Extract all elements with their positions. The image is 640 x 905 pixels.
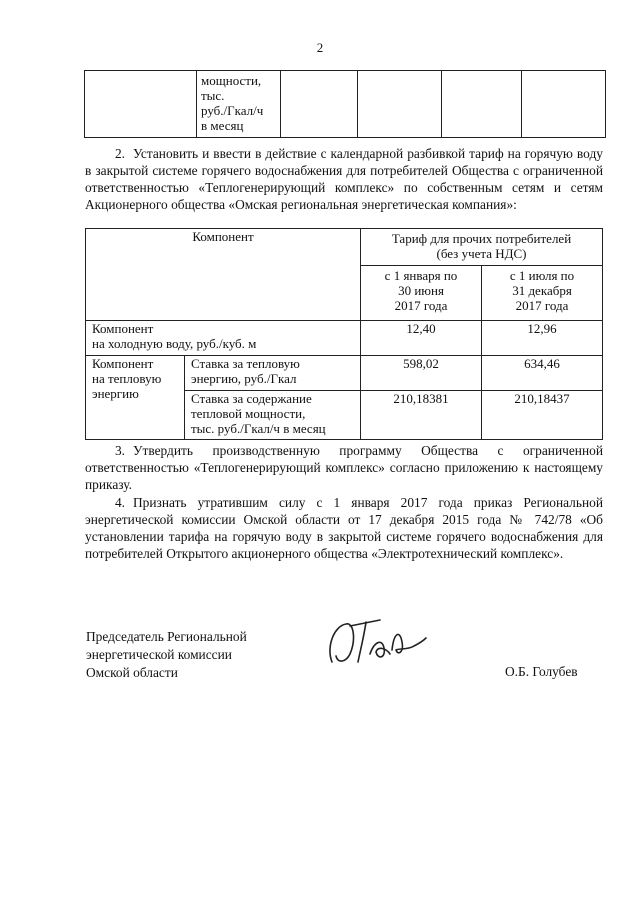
header-period-2: с 1 июля по 31 декабря 2017 года bbox=[482, 266, 603, 321]
paragraph-number: 2. bbox=[114, 146, 125, 161]
row-value: 210,18437 bbox=[482, 391, 603, 440]
row-value: 598,02 bbox=[361, 356, 482, 391]
paragraph-number: 4. bbox=[114, 495, 125, 510]
paragraph-text: Признать утратившим силу с 1 января 2017 года приказ Региональной энергетической комиссии Омской области от 17 декабря 2015 года № 742/78 «Об установлении тарифа на горячую воду в закрытой системе горячего водоснабжения для потребителей Открытого акционерного общества «Электротехнический комплекс». bbox=[85, 495, 603, 561]
row-value: 634,46 bbox=[482, 356, 603, 391]
row-value: 12,40 bbox=[361, 321, 482, 356]
paragraph-text: Установить и ввести в действие с календарной разбивкой тариф на горячую воду в закрытой системе горячего водоснабжения для потребителей Общества с ограниченной ответственностью «Теплогенерирующий комплекс» по собственным сетям и сетям Акционерного общества «Омская региональная энергетическая компания»: bbox=[85, 146, 603, 212]
header-component: Компонент bbox=[86, 229, 361, 321]
paragraph-4 bbox=[85, 494, 603, 562]
table-cell bbox=[197, 71, 281, 138]
table-cell-text: мощности, тыс. руб./Гкал/ч в месяц bbox=[201, 73, 264, 133]
table-cell bbox=[85, 71, 197, 138]
paragraph-number: 3. bbox=[114, 443, 125, 458]
signer-title: Председатель Региональной энергетической комиссии Омской области bbox=[86, 629, 247, 680]
paragraph-text: Утвердить производственную программу Общества с ограниченной ответственностью «Теплогенерирующий комплекс» согласно приложению к настоящему приказу. bbox=[85, 443, 603, 492]
paragraph-2 bbox=[85, 145, 603, 213]
header-period-1: с 1 января по 30 июня 2017 года bbox=[361, 266, 482, 321]
handwritten-signature bbox=[322, 612, 432, 672]
signer-name: О.Б. Голубев bbox=[505, 664, 578, 679]
table-cell bbox=[358, 71, 442, 138]
header-tariff: Тариф для прочих потребителей (без учета НДС) bbox=[361, 229, 603, 266]
row-value: 12,96 bbox=[482, 321, 603, 356]
page-number: 2 bbox=[316, 40, 324, 55]
row-label: Ставка за содержание тепловой мощности, тыс. руб./Гкал/ч в месяц bbox=[185, 391, 361, 440]
tariff-table bbox=[85, 228, 603, 440]
row-value: 210,18381 bbox=[361, 391, 482, 440]
row-label: Компонент на холодную воду, руб./куб. м bbox=[86, 321, 361, 356]
table-cell bbox=[522, 71, 606, 138]
continuation-table bbox=[84, 70, 606, 138]
table-cell bbox=[442, 71, 522, 138]
table-cell bbox=[281, 71, 358, 138]
row-label: Ставка за тепловую энергию, руб./Гкал bbox=[185, 356, 361, 391]
row-group-label: Компонент на тепловую энергию bbox=[86, 356, 185, 440]
paragraph-3 bbox=[85, 442, 603, 493]
